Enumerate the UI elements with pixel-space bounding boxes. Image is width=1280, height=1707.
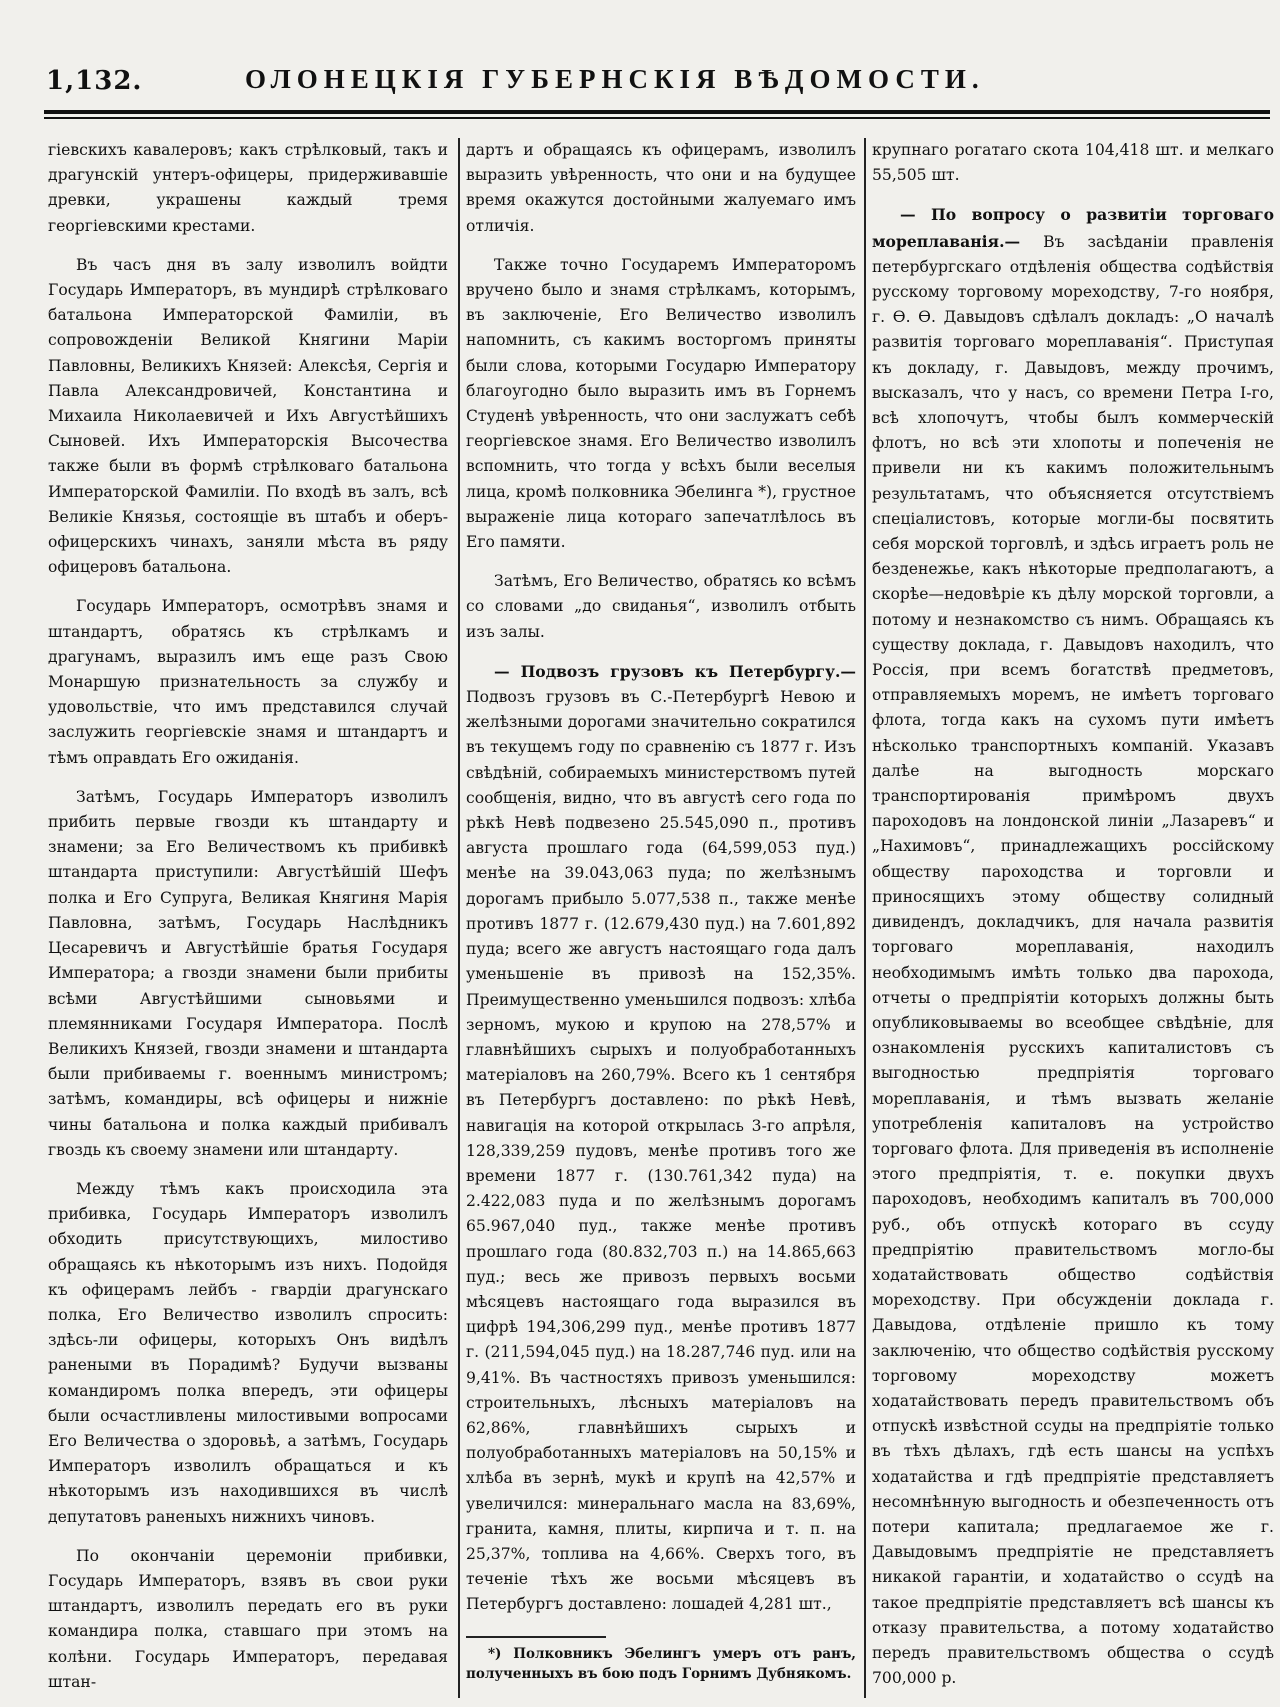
paragraph: дартъ и обращаясь къ офицерамъ, изволилъ выразить увѣренность, что они и на будущее время окажутся достойными жалуемаго имъ отличія. <box>466 141 856 235</box>
paragraph: гіевскихъ кавалеровъ; какъ стрѣлковый, такъ и драгунскій унтеръ-офицеры, придерживавшіе древки, украшены каждый тремя георгіевскими крестами. <box>48 141 448 235</box>
column-divider <box>864 138 866 1698</box>
page-number: 1,132. <box>46 66 143 96</box>
header-rule-thick <box>44 110 1270 114</box>
column-1 <box>48 138 448 1703</box>
article-merchant-shipping <box>872 202 1274 1691</box>
article-heading: — По вопросу о развитіи торговаго мореплаванія.— <box>872 205 1274 251</box>
paragraph: По окончаніи церемоніи прибивки, Государь Императоръ, взявъ въ свои руки штандартъ, изволилъ передать его въ руки командира полка, ставшаго при этомъ на колѣни. Государь Императоръ, передавая штан- <box>48 1546 448 1691</box>
paragraph: Также точно Государемъ Императоромъ вручено было и знамя стрѣлкамъ, которымъ, въ заключеніе, Его Величество изволилъ напомнить, съ какимъ восторгомъ приняты были слова, которыми Государю Императору благоугодно было выразить имъ въ Горнемъ Студенѣ увѣренность, что они заслужатъ себѣ георгіевское знамя. Его Величество изволилъ вспомнить, что тогда у всѣхъ были веселыя лица, кромѣ полковника Эбелинга *), грустное выраженіе лица котораго запечатлѣлось въ Его памяти. <box>466 255 856 552</box>
article-body: Въ засѣданіи правленія петербургскаго отдѣленія общества содѣйствія русскому торговому мореходству, 7-го ноября, г. Ѳ. Ѳ. Давыдовъ сдѣлалъ докладъ: „О началѣ развитія торговаго мореплаванія“. Приступая къ докладу, г. Давыдовъ, между прочимъ, высказалъ, что у насъ, со времени Петра I-го, всѣ хлопочутъ, чтобы былъ коммерческій флотъ, но всѣ эти хлопоты и попеченія не привели ни къ какимъ положительнымъ результатамъ, что объясняется отсутствіемъ спеціалистовъ, которые могли-бы посвятить себя морской торговлѣ, и здѣсь играетъ роль не безденежье, какъ нѣкоторые предполагаютъ, а скорѣе—недовѣріе къ дѣлу морской торговли, а потому и незнакомство съ нимъ. Обращаясь къ существу доклада, г. Давыдовъ находилъ, что Россія, при всемъ богатствѣ предметовъ, отправляемыхъ моремъ, не имѣетъ торговаго флота, тогда какъ на сухомъ пути имѣетъ нѣсколько транспортныхъ компаній. Указавъ далѣе на выгодность морскаго транспортированія примѣромъ двухъ пароходовъ на лондонской линіи „Лазаревъ“ и „Нахимовъ“, принадлежащихъ россійскому обществу пароходства и торговли и приносящихъ этому обществу солидный дивидендъ, докладчикъ, для начала развитія торговаго мореплаванія, находилъ необходимымъ имѣть только два парохода, отчеты о предпріятіи которыхъ должны быть опубликовываемы во всеобщее свѣдѣніе, для ознакомленія русскихъ капиталистовъ съ выгодностью предпріятія торговаго мореплаванія, и тѣмъ вызвать желаніе употребленія капиталовъ на устройство торговаго флота. Для приведенія въ исполненіе этого предпріятія, т. е. покупки двухъ пароходовъ, необходимъ капиталъ въ 700,000 руб., объ отпускѣ котораго въ ссуду предпріятію правительствомъ могло-бы ходатайствовать общество содѣйствія мореходству. При обсужденіи доклада г. Давыдова, отдѣленіе пришло къ тому заключенію, что общество содѣйствія русскому торговому мореходству можетъ ходатайствовать передъ правительствомъ объ отпускѣ извѣстной ссуды на предпріятіе только въ тѣхъ дѣлахъ, гдѣ есть шансы на успѣхъ ходатайства и гдѣ предпріятіе представляетъ несомнѣнную выгодность и обезпеченность отъ потери капитала; предлагаемое же г. Давыдовымъ предпріятіе не представляетъ никакой гарантіи, и ходатайство о ссудѣ на такое предпріятіе представляетъ всѣ шансы къ отказу правительства, а потому ходатайство передъ правительствомъ общества о ссудѣ 700,000 р. <box>872 232 1274 1688</box>
column-divider <box>458 138 460 1698</box>
column-3 <box>872 138 1274 1703</box>
footnote: *) Полковникъ Эбелингъ умеръ отъ ранъ, полученныхъ въ бою подъ Горнимъ Дубнякомъ. <box>466 1645 856 1682</box>
article-body: Подвозъ грузовъ въ С.-Петербургѣ Невою и желѣзными дорогами значительно сократился въ текущемъ году по сравненію съ 1877 г. Изъ свѣдѣній, собираемыхъ министерствомъ путей сообщенія, видно, что въ августѣ сего года по рѣкѣ Невѣ подвезено 25.545,090 п., противъ августа прошлаго года (64,599,053 пуд.) менѣе на 39.043,063 пуда; по желѣзнымъ дорогамъ прибыло 5.077,538 п., также менѣе противъ 1877 г. (12.679,430 пуд.) на 7.601,892 пуда; всего же августъ настоящаго года далъ уменьшеніе въ привозѣ на 152,35%. Преимущественно уменьшился подвозъ: хлѣба зерномъ, мукою и крупою на 278,57% и главнѣйшихъ сырыхъ и полуобработанныхъ матеріаловъ на 260,79%. Всего къ 1 сентября въ Петербургъ доставлено: по рѣкѣ Невѣ, навигація на которой открылась 3-го апрѣля, 128,339,259 пудовъ, менѣе противъ того же времени 1877 г. (130.761,342 пуда) на 2.422,083 пуда и по желѣзнымъ дорогамъ 65.967,040 пуд., также менѣе противъ прошлаго года (80.832,703 п.) на 14.865,663 пуд.; весь же привозъ первыхъ восьми мѣсяцевъ настоящаго года выразился въ цифрѣ 194,306,299 пуд., менѣе противъ 1877 г. (211,594,045 пуд.) на 18.287,746 пуд. или на 9,41%. Въ частностяхъ привозъ уменьшился: строительныхъ, лѣсныхъ матеріаловъ на 62,86%, главнѣйшихъ сырыхъ и полуобработанныхъ матеріаловъ на 50,15% и хлѣба въ зернѣ, мукѣ и крупѣ на 42,57% и увеличился: минеральнаго масла на 83,69%, гранита, камня, плиты, кирпича и т. п. на 25,37%, топлива на 4,66%. Сверхъ того, въ теченіе тѣхъ же восьми мѣсяцевъ въ Петербургъ доставлено: лошадей 4,281 шт., <box>466 688 856 1614</box>
paragraph: Между тѣмъ какъ происходила эта прибивка, Государь Императоръ изволилъ обходить присутствующихъ, милостиво обращаясь къ нѣкоторымъ изъ нихъ. Подойдя къ офицерамъ лейбъ - гвардіи драгунскаго полка, Его Величество изволилъ спросить: здѣсь-ли офицеры, которыхъ Онъ видѣлъ ранеными въ Порадимѣ? Будучи вызваны командиромъ полка впередъ, эти офицеры были осчастливлены милостивыми вопросами Его Величества о здоровьѣ, а затѣмъ, Государь Императоръ изволилъ обращаться и къ нѣкоторымъ изъ находившихся въ числѣ депутатовъ раненыхъ нижнихъ чиновъ. <box>48 1179 448 1526</box>
header-rule-thin <box>44 117 1270 119</box>
footnote-rule <box>466 1636 606 1638</box>
newspaper-title: ОЛОНЕЦКІЯ ГУБЕРНСКІЯ ВѢДОМОСТИ. <box>245 64 985 94</box>
paragraph: крупнаго рогатаго скота 104,418 шт. и мелкаго 55,505 шт. <box>872 141 1274 185</box>
paragraph: Затѣмъ, Государь Императоръ изволилъ прибить первые гвозди къ штандарту и знамени; за Его Величествомъ къ прибивкѣ штандарта приступили: Августѣйшій Шефъ полка и Его Супруга, Великая Княгиня Марія Павловна, затѣмъ, Государь Наслѣдникъ Цесаревичъ и Августѣйшіе братья Государя Императора; а гвозди знамени были прибиты всѣми Августѣйшими сыновьями и племянниками Государя Императора. Послѣ Великихъ Князей, гвозди знамени и штандарта были прибиваемы г. военнымъ министромъ; затѣмъ, командиры, всѣ офицеры и нижніе чины батальона и полка каждый прибивалъ гвоздь къ своему знамени или штандарту. <box>48 787 448 1159</box>
paragraph: Въ часъ дня въ залу изволилъ войдти Государь Императоръ, въ мундирѣ стрѣлковаго батальона Императорской Фамиліи, въ сопровожденіи Великой Княгини Маріи Павловны, Великихъ Князей: Алексѣя, Сергія и Павла Александровичей, Константина и Михаила Николаевичей и Ихъ Августѣйшихъ Сыновей. Ихъ Императорскія Высочества также были въ формѣ стрѣлковаго батальона Императорской Фамиліи. По входѣ въ залъ, всѣ Великіе Князья, состоящіе въ штабъ и оберъ-офицерскихъ чинахъ, заняли мѣста въ ряду офицеровъ батальона. <box>48 255 448 577</box>
article-heading: — Подвозъ грузовъ къ Петербургу.— <box>494 661 856 681</box>
column-2 <box>466 138 856 1703</box>
paragraph: Затѣмъ, Его Величество, обратясь ко всѣмъ со словами „до свиданья“, изволилъ отбыть изъ залы. <box>466 572 856 641</box>
article-grain-transport <box>466 659 856 1618</box>
paragraph: Государь Императоръ, осмотрѣвъ знамя и штандартъ, обратясь къ стрѣлкамъ и драгунамъ, выразилъ имъ еще разъ Свою Монаршую признательность за службу и удовольствіе, что имъ представился случай заслужить георгіевскіе знамя и штандартъ и тѣмъ оправдать Его ожиданія. <box>48 597 448 767</box>
